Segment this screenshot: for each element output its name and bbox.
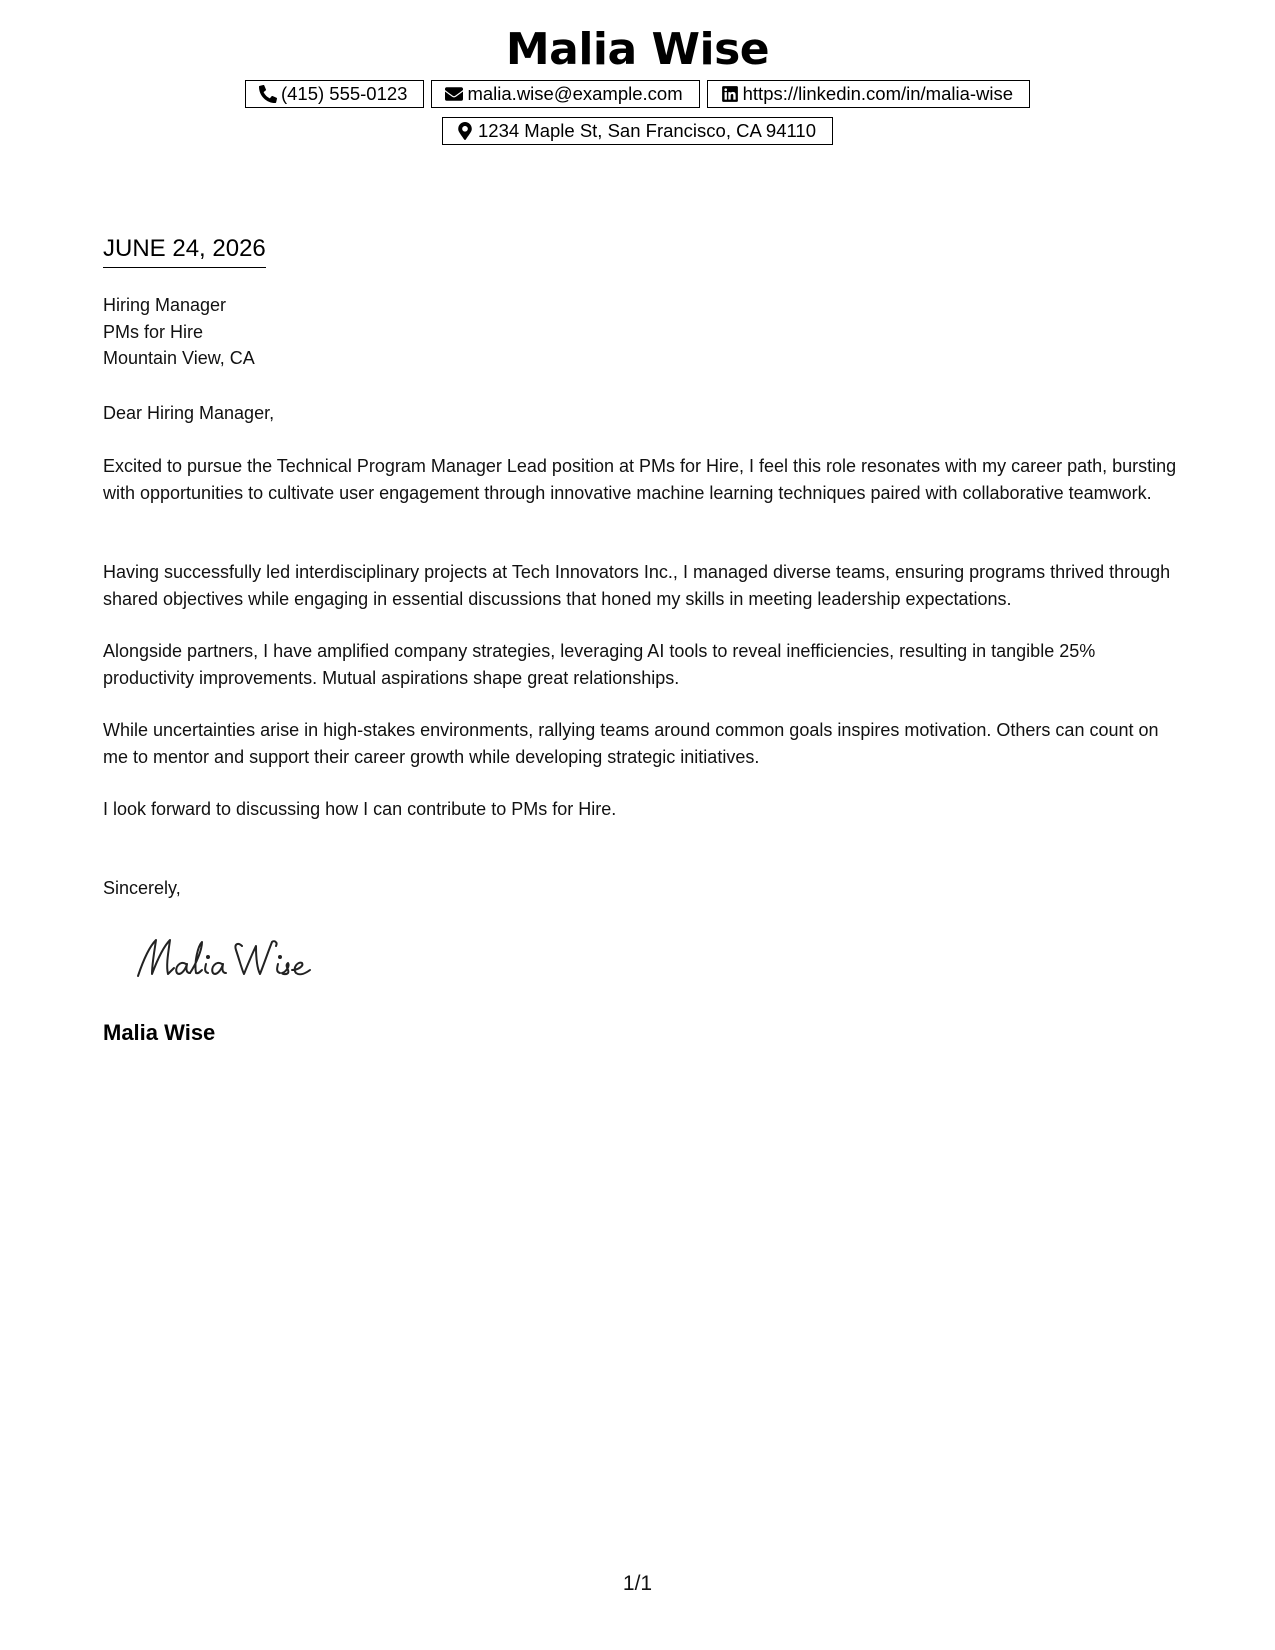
map-pin-icon	[456, 122, 474, 140]
closing: Sincerely,	[103, 878, 181, 898]
linkedin-text: https://linkedin.com/in/malia-wise	[742, 83, 1014, 104]
recipient-location: Mountain View, CA	[103, 348, 255, 368]
body-paragraph: Excited to pursue the Technical Program Manager Lead position at PMs for Hire, I feel this role resonates with my career path, bursting with opportunities to cultivate user engagement through innovative machine learning techniques paired with collaborative teamwork.	[103, 456, 1177, 503]
linkedin-icon	[721, 85, 739, 103]
contact-row-address	[0, 117, 1275, 145]
contact-row	[0, 80, 1275, 108]
body-paragraph: Alongside partners, I have amplified company strategies, leveraging AI tools to reveal inefficiencies, resulting in tangible 25% productivity improvements. Mutual aspirations shape great relationships.	[103, 641, 1096, 688]
body-paragraph: Having successfully led interdisciplinary projects at Tech Innovators Inc., I managed diverse teams, ensuring programs thrived through shared objectives while engaging in essential discussions that honed my skills in meeting leadership expectations.	[103, 562, 1171, 609]
envelope-icon	[445, 85, 463, 103]
email-text: malia.wise@example.com	[467, 83, 683, 104]
linkedin-contact[interactable]	[707, 80, 1030, 108]
letter-date: JUNE 24, 2026	[103, 233, 266, 268]
body-paragraph: While uncertainties arise in high-stakes environments, rallying teams around common goals inspires motivation. Others can count on me to mentor and support their career growth while developing strategic initiatives.	[103, 720, 1159, 767]
phone-text: (415) 555-0123	[280, 83, 408, 104]
salutation: Dear Hiring Manager,	[103, 403, 275, 423]
handwritten-signature	[130, 928, 340, 988]
phone-contact[interactable]	[245, 80, 425, 108]
applicant-name: Malia Wise	[505, 24, 770, 75]
address-contact[interactable]	[442, 117, 833, 145]
email-contact[interactable]	[431, 80, 699, 108]
address-text: 1234 Maple St, San Francisco, CA 94110	[478, 120, 816, 141]
body-paragraph: I look forward to discussing how I can contribute to PMs for Hire.	[103, 799, 617, 819]
recipient-block	[103, 292, 255, 372]
page-number: 1/1	[622, 1572, 653, 1595]
recipient-company: PMs for Hire	[103, 321, 204, 342]
signer-name: Malia Wise	[103, 1020, 216, 1045]
recipient-title: Hiring Manager	[103, 295, 227, 315]
phone-icon	[259, 85, 277, 103]
